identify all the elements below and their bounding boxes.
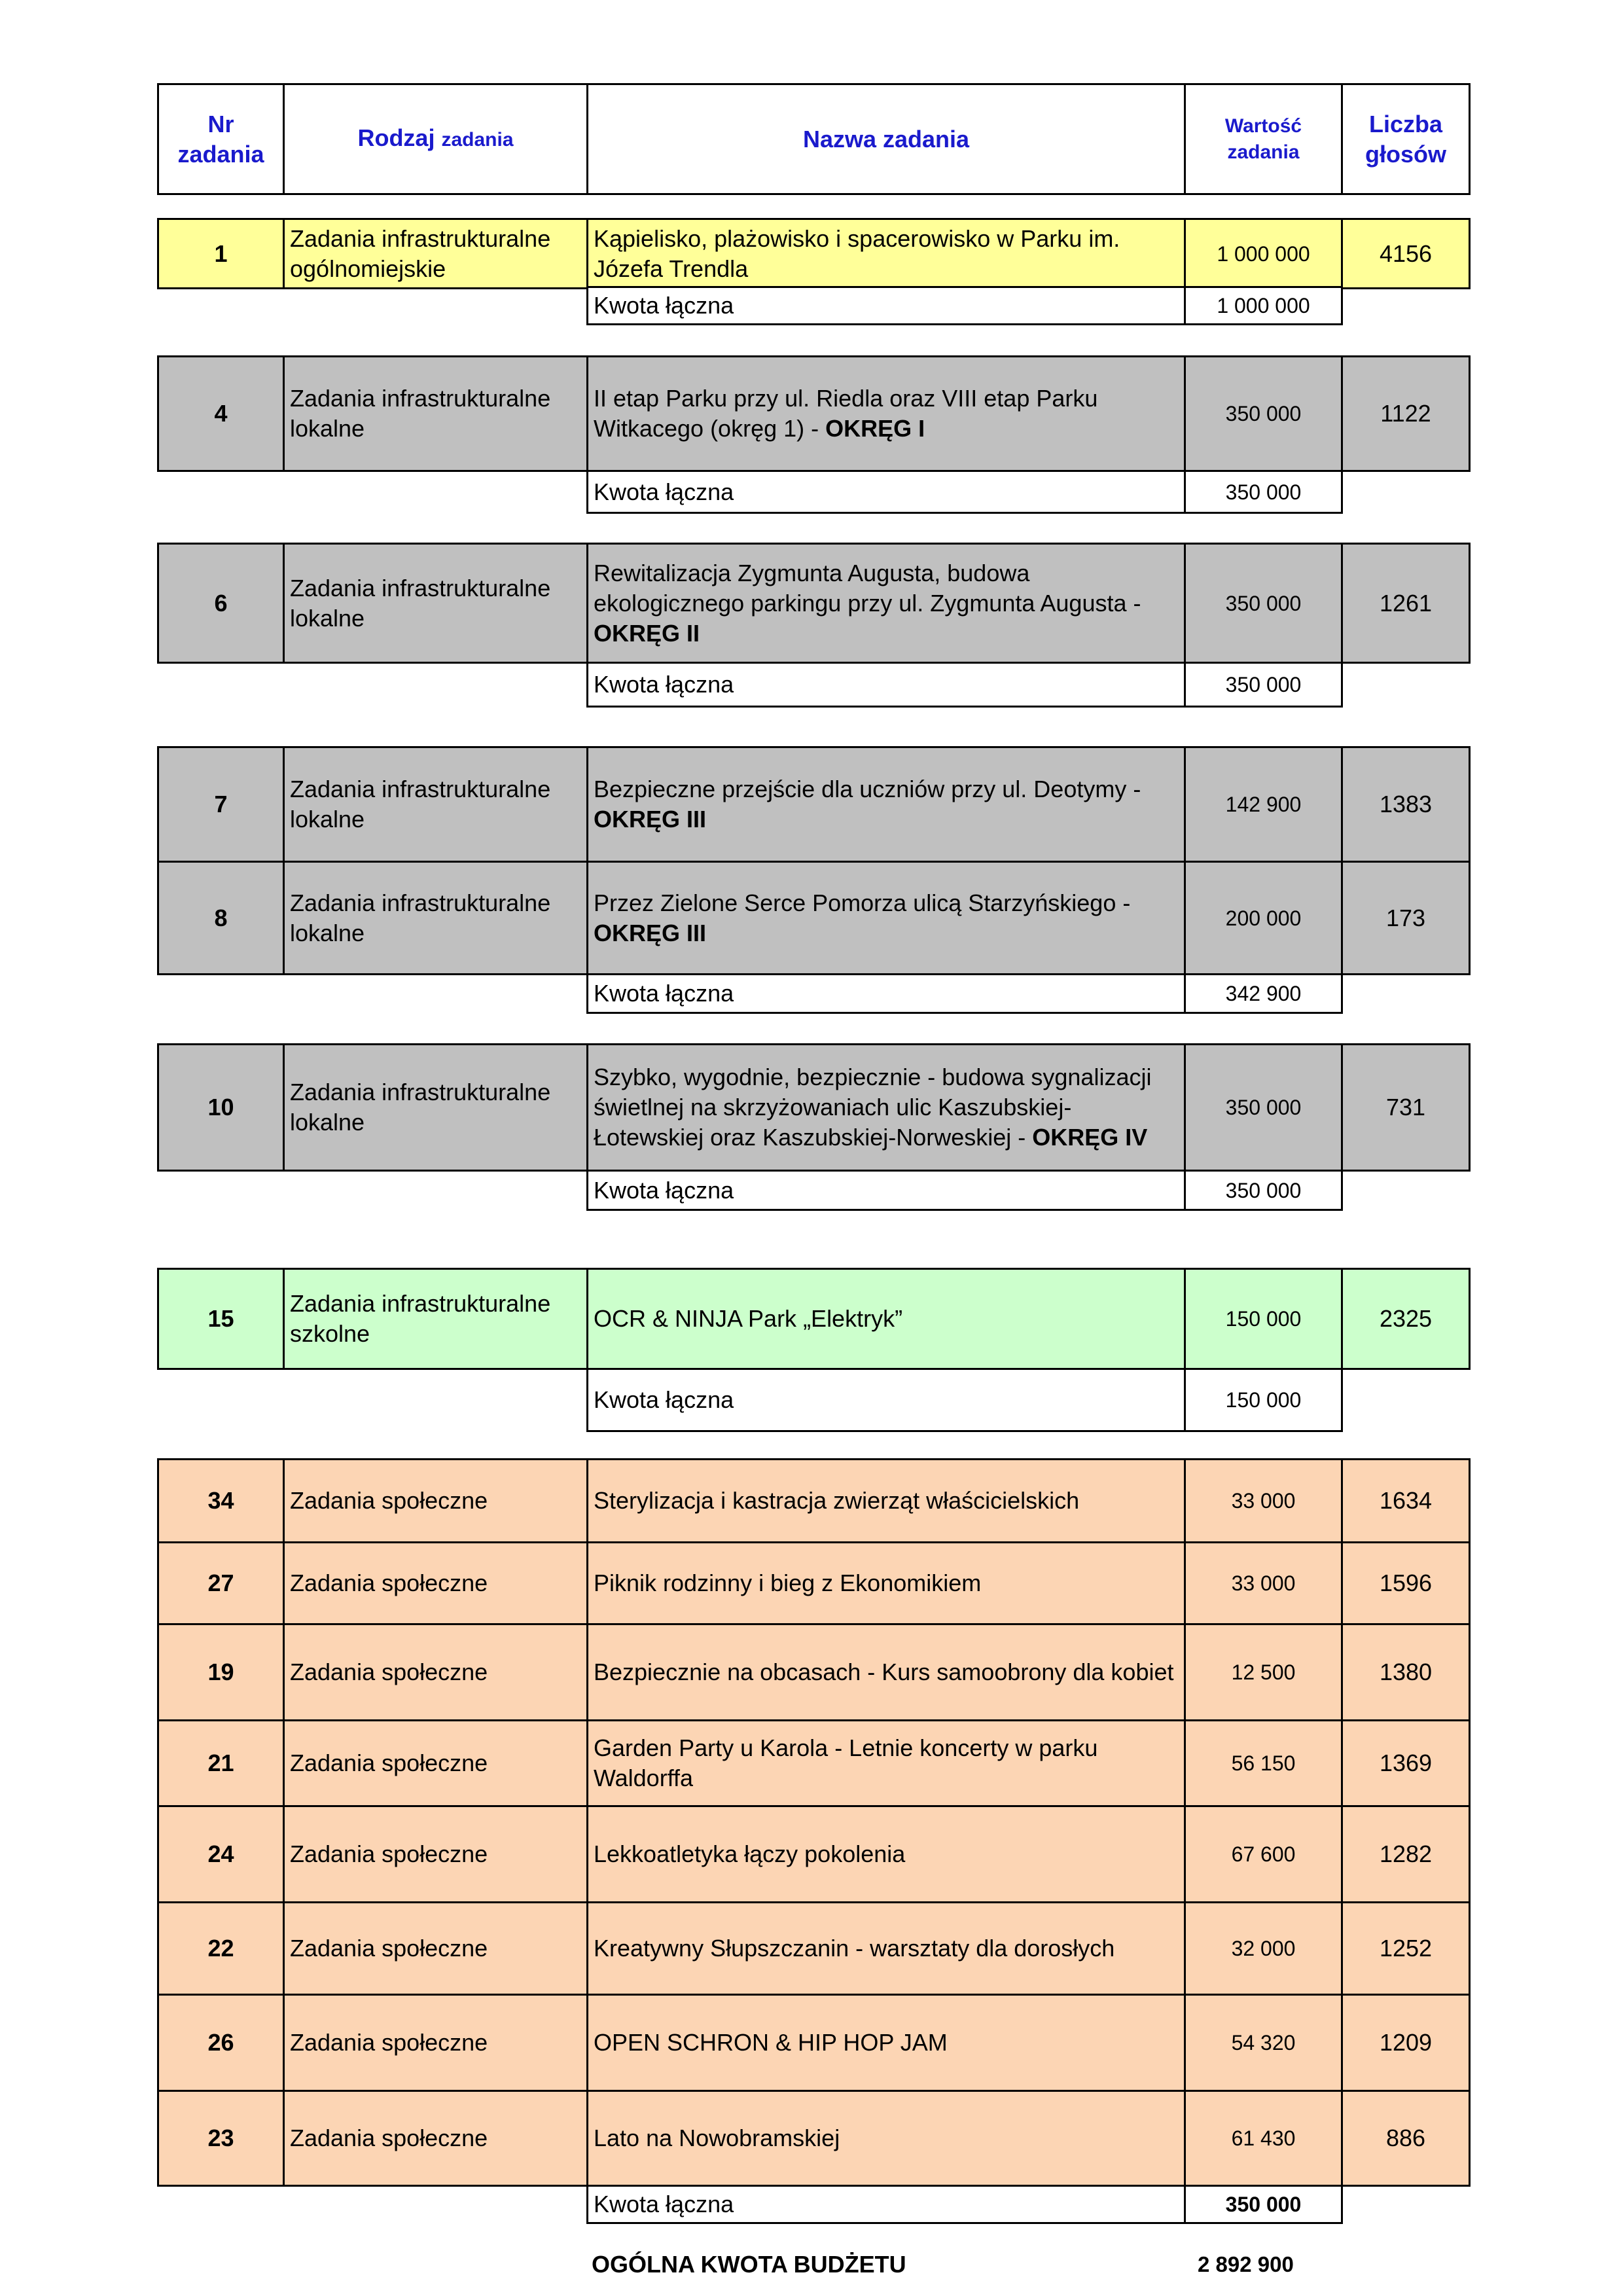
task-value-text: 200 000 (1225, 906, 1302, 930)
task-name (586, 1901, 1186, 1996)
task-value-text: 350 000 (1225, 591, 1302, 615)
task-nr-text: 26 (207, 2029, 234, 2056)
task-votes (1341, 1719, 1471, 1807)
task-nr (157, 1994, 285, 2092)
task-name-text: Kreatywny Słupszczanin - warsztaty dla dorosłych (594, 1935, 1115, 1962)
task-name-text: Rewitalizacja Zygmunta Augusta, budowa ekologicznego parkingu przy ul. Zygmunta Augusta - OKRĘG II (594, 559, 1141, 647)
task-nr (157, 1623, 285, 1721)
district-label: OKRĘG I (825, 415, 925, 442)
task-name-text: Kąpielisko, plażowisko i spacerowisko w Parku im. Józefa Trendla (594, 224, 1120, 282)
group-total-label-text: Kwota łączna (594, 292, 734, 319)
task-type (283, 1805, 588, 1903)
task-value (1184, 543, 1343, 664)
task-type-text: Zadania infrastrukturalne lokalne (290, 1079, 551, 1136)
task-value-text: 54 320 (1231, 2031, 1296, 2054)
task-nr (157, 746, 285, 863)
task-name-text: Garden Party u Karola - Letnie koncerty w parku Waldorffa (594, 1734, 1098, 1791)
task-nr-text: 23 (207, 2125, 234, 2151)
group-total-label-text: Kwota łączna (594, 478, 734, 505)
task-name (586, 1541, 1186, 1625)
task-nr (157, 861, 285, 975)
task-votes (1341, 543, 1471, 664)
task-nr-text: 4 (214, 400, 228, 427)
task-value-text: 61 430 (1231, 2126, 1296, 2150)
task-type-text: Zadania społeczne (290, 1840, 488, 1867)
task-votes (1341, 746, 1471, 863)
task-name (586, 1623, 1186, 1721)
task-type (283, 1458, 588, 1543)
group-total-label (586, 1170, 1186, 1211)
group-total-label-text: Kwota łączna (594, 2191, 734, 2217)
group-total-label (586, 286, 1186, 325)
task-value-text: 350 000 (1225, 1096, 1302, 1119)
task-name-text: Lato na Nowobramskiej (594, 2125, 840, 2151)
task-type (283, 1043, 588, 1172)
group-total-value (1184, 470, 1343, 514)
group-total-value-text: 350 000 (1225, 480, 1302, 504)
task-nr-text: 21 (207, 1749, 234, 1776)
task-value-text: 32 000 (1231, 1937, 1296, 1960)
task-name (586, 1458, 1186, 1543)
task-value (1184, 1043, 1343, 1172)
task-name-text: OPEN SCHRON & HIP HOP JAM (594, 2029, 948, 2056)
group-total-label (586, 1368, 1186, 1432)
task-votes-text: 1209 (1379, 2029, 1433, 2056)
task-type (283, 1901, 588, 1996)
task-type-text: Zadania infrastrukturalne lokalne (290, 385, 551, 442)
task-votes (1341, 2090, 1471, 2187)
task-votes (1341, 861, 1471, 975)
task-value-text: 150 000 (1225, 1307, 1302, 1331)
group-total-value (1184, 2185, 1343, 2224)
task-nr-text: 6 (214, 589, 228, 617)
task-nr-text: 7 (214, 791, 228, 817)
task-nr-text: 22 (207, 1935, 234, 1962)
task-nr (157, 1541, 285, 1625)
group-total-value (1184, 286, 1343, 325)
task-value (1184, 218, 1343, 289)
task-votes-text: 1380 (1379, 1659, 1433, 1685)
group-total-label (586, 470, 1186, 514)
task-name (586, 355, 1186, 472)
task-type (283, 1719, 588, 1807)
task-nr (157, 543, 285, 664)
group-total-value (1184, 1368, 1343, 1432)
task-name (586, 543, 1186, 664)
task-value-text: 12 500 (1231, 1660, 1296, 1684)
task-nr-text: 24 (207, 1840, 234, 1867)
group-total-value (1184, 1170, 1343, 1211)
task-nr-text: 15 (207, 1305, 234, 1332)
task-value-text: 33 000 (1231, 1489, 1296, 1513)
task-name-text: Piknik rodzinny i bieg z Ekonomikiem (594, 1570, 982, 1596)
task-value-text: 1 000 000 (1217, 242, 1310, 266)
task-name-text: Bezpieczne przejście dla uczniów przy ul. Deotymy - OKRĘG III (594, 776, 1141, 833)
header-rodzaj-big: Rodzaj (357, 124, 435, 151)
group-total-value (1184, 662, 1343, 708)
task-votes-text: 1369 (1379, 1749, 1433, 1776)
task-type (283, 543, 588, 664)
task-votes-text: 1634 (1379, 1487, 1433, 1514)
task-type-text: Zadania społeczne (290, 1749, 488, 1776)
header-glosy (1341, 83, 1471, 195)
task-name-text: Przez Zielone Serce Pomorza ulicą Starzyńskiego - OKRĘG III (594, 889, 1131, 946)
task-name (586, 746, 1186, 863)
task-value (1184, 2090, 1343, 2187)
task-value-text: 67 600 (1231, 1842, 1296, 1866)
task-value (1184, 1541, 1343, 1625)
header-nazwa (586, 83, 1186, 195)
header-rodzaj-small: zadania (441, 129, 514, 151)
task-nr (157, 1901, 285, 1996)
header-wartosc-label: Wartość zadania (1224, 115, 1302, 163)
task-name (586, 2090, 1186, 2187)
task-type-text: Zadania infrastrukturalne lokalne (290, 574, 551, 632)
task-votes (1341, 1623, 1471, 1721)
task-type-text: Zadania społeczne (290, 1570, 488, 1596)
task-nr (157, 1719, 285, 1807)
task-type (283, 861, 588, 975)
group-total-value-text: 350 000 (1225, 1178, 1302, 1202)
task-value-text: 350 000 (1225, 402, 1302, 425)
header-glosy-label: Liczba głosów (1365, 110, 1446, 168)
header-wartosc (1184, 83, 1343, 195)
task-votes-text: 1596 (1379, 1570, 1433, 1596)
task-value (1184, 1268, 1343, 1370)
task-votes (1341, 1994, 1471, 2092)
group-total-label-text: Kwota łączna (594, 980, 734, 1007)
task-value (1184, 1805, 1343, 1903)
task-nr (157, 1268, 285, 1370)
task-value (1184, 1994, 1343, 2092)
task-votes-text: 1383 (1379, 791, 1433, 817)
group-total-value-text: 1 000 000 (1217, 294, 1310, 317)
task-votes (1341, 1901, 1471, 1996)
task-type-text: Zadania infrastrukturalne lokalne (290, 776, 551, 833)
task-type-text: Zadania infrastrukturalne lokalne (290, 889, 551, 946)
task-name (586, 1994, 1186, 2092)
task-type-text: Zadania społeczne (290, 2029, 488, 2056)
overall-budget-label: OGÓLNA KWOTA BUDŻETU (592, 2251, 906, 2278)
district-label: OKRĘG IV (1032, 1124, 1148, 1151)
task-votes (1341, 1541, 1471, 1625)
task-nr-text: 19 (207, 1659, 234, 1685)
task-name-text: Sterylizacja i kastracja zwierząt właścicielskich (594, 1487, 1080, 1514)
task-nr (157, 218, 285, 289)
header-nazwa-label: Nazwa zadania (802, 125, 970, 152)
task-name-text: II etap Parku przy ul. Riedla oraz VIII etap Parku Witkacego (okręg 1) - OKRĘG I (594, 385, 1098, 442)
task-votes-text: 1122 (1380, 400, 1431, 427)
task-value (1184, 861, 1343, 975)
task-votes (1341, 355, 1471, 472)
task-type-text: Zadania społeczne (290, 2125, 488, 2151)
task-nr-text: 34 (207, 1487, 234, 1514)
task-type (283, 746, 588, 863)
task-value (1184, 1458, 1343, 1543)
task-type-text: Zadania infrastrukturalne szkolne (290, 1290, 551, 1347)
district-label: OKRĘG II (594, 619, 700, 647)
group-total-label (586, 662, 1186, 708)
task-nr (157, 1043, 285, 1172)
task-value (1184, 1901, 1343, 1996)
task-type (283, 218, 588, 289)
task-votes (1341, 1268, 1471, 1370)
task-name (586, 1719, 1186, 1807)
task-type (283, 355, 588, 472)
task-value (1184, 746, 1343, 863)
group-total-label-text: Kwota łączna (594, 671, 734, 698)
group-total-value-text: 342 900 (1225, 982, 1302, 1005)
group-total-value (1184, 973, 1343, 1014)
group-total-label-text: Kwota łączna (594, 1176, 734, 1204)
task-nr-text: 10 (207, 1094, 234, 1121)
task-nr (157, 355, 285, 472)
header-nr (157, 83, 285, 195)
task-votes (1341, 218, 1471, 289)
task-nr (157, 2090, 285, 2187)
task-name (586, 1043, 1186, 1172)
group-total-value-text: 350 000 (1225, 673, 1302, 696)
task-type (283, 2090, 588, 2187)
task-votes-text: 173 (1385, 904, 1426, 931)
district-label: OKRĘG III (594, 806, 707, 833)
task-name (586, 861, 1186, 975)
task-votes-text: 1252 (1379, 1935, 1433, 1962)
task-type (283, 1994, 588, 2092)
task-votes (1341, 1043, 1471, 1172)
task-nr (157, 1805, 285, 1903)
header-rodzaj-label (357, 123, 513, 155)
task-value-text: 33 000 (1231, 1571, 1296, 1595)
task-type-text: Zadania infrastrukturalne ogólnomiejskie (290, 224, 551, 282)
task-nr-text: 27 (207, 1570, 234, 1596)
group-total-value-text: 150 000 (1225, 1388, 1302, 1412)
task-value (1184, 355, 1343, 472)
task-name-text: OCR & NINJA Park „Elektryk” (594, 1305, 903, 1332)
task-name-text: Bezpiecznie na obcasach - Kurs samoobrony dla kobiet (594, 1659, 1174, 1685)
group-total-label (586, 2185, 1186, 2224)
task-name (586, 1268, 1186, 1370)
task-type-text: Zadania społeczne (290, 1487, 488, 1514)
district-label: OKRĘG III (594, 919, 707, 946)
task-votes-text: 886 (1385, 2125, 1426, 2151)
task-type-text: Zadania społeczne (290, 1935, 488, 1962)
task-nr (157, 1458, 285, 1543)
task-type (283, 1541, 588, 1625)
task-value (1184, 1719, 1343, 1807)
task-name-text: Szybko, wygodnie, bezpiecznie - budowa sygnalizacji świetlnej na skrzyżowaniach ulic Kaszubskiej-Łotewskiej oraz Kaszubskiej-Norweskiej - OKRĘG IV (594, 1064, 1152, 1151)
task-votes-text: 4156 (1379, 240, 1433, 267)
task-type-text: Zadania społeczne (290, 1659, 488, 1685)
task-votes-text: 2325 (1379, 1305, 1433, 1332)
group-total-label (586, 973, 1186, 1014)
task-nr-text: 8 (214, 904, 228, 931)
task-value-text: 56 150 (1231, 1751, 1296, 1775)
task-votes-text: 1261 (1379, 589, 1433, 617)
task-name (586, 1805, 1186, 1903)
task-votes-text: 731 (1385, 1094, 1426, 1121)
task-votes (1341, 1805, 1471, 1903)
task-nr-text: 1 (214, 240, 228, 267)
task-name (586, 218, 1186, 289)
task-votes (1341, 1458, 1471, 1543)
header-rodzaj (283, 83, 588, 195)
group-total-label-text: Kwota łączna (594, 1386, 734, 1413)
task-name-text: Lekkoatletyka łączy pokolenia (594, 1840, 906, 1867)
group-total-value-text: 350 000 (1225, 2193, 1302, 2216)
task-value-text: 142 900 (1225, 793, 1302, 816)
task-type (283, 1268, 588, 1370)
task-type (283, 1623, 588, 1721)
task-votes-text: 1282 (1379, 1840, 1433, 1867)
header-nr-label: Nr zadania (177, 110, 264, 168)
task-value (1184, 1623, 1343, 1721)
overall-budget-value: 2 892 900 (1198, 2252, 1294, 2276)
